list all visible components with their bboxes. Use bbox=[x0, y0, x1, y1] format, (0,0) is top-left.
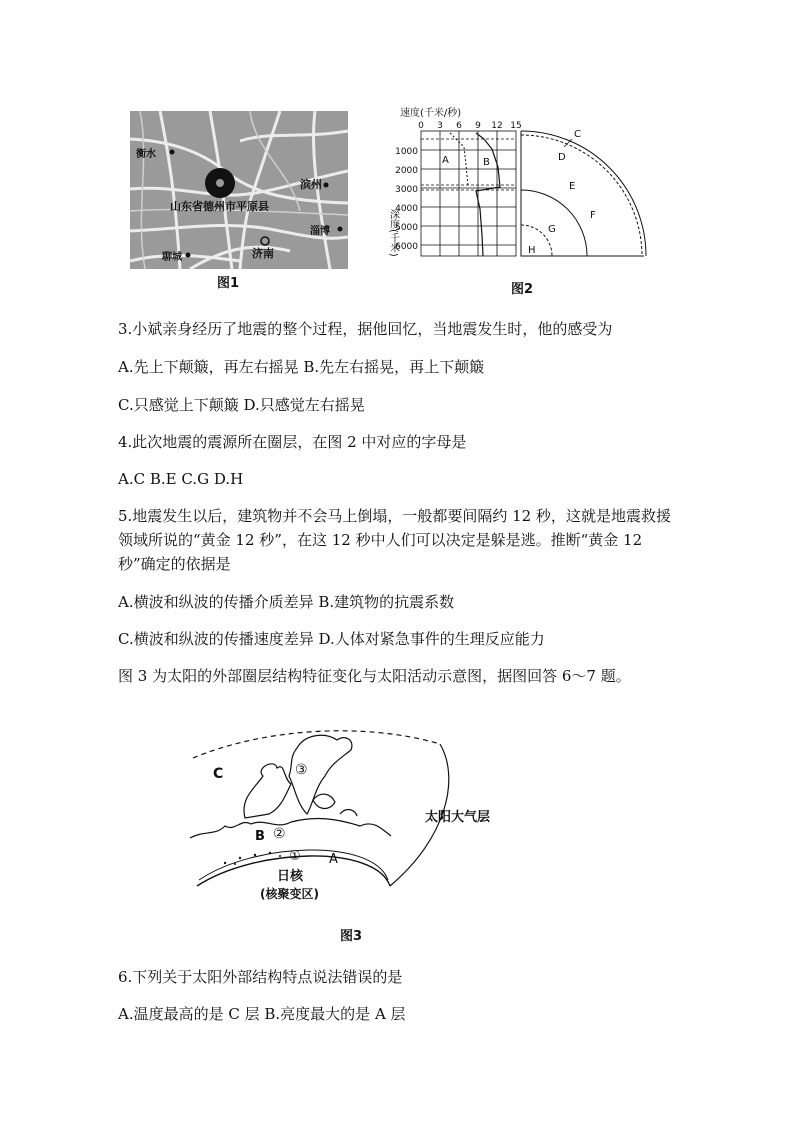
y-tick: 6000 bbox=[395, 242, 418, 252]
wave-b-curve bbox=[476, 133, 500, 256]
y-tick: 4000 bbox=[395, 204, 418, 214]
layer-c-label: C bbox=[574, 129, 581, 140]
question-5-options-cd: C.横波和纵波的传播速度差异 D.人体对紧急事件的生理反应能力 bbox=[118, 630, 545, 648]
label-hengshui: 衡水 bbox=[136, 149, 156, 160]
label-zibo: 淄博 bbox=[310, 226, 330, 237]
figure-1 bbox=[130, 111, 348, 269]
sun-core-sub-label: (核聚变区) bbox=[260, 887, 319, 901]
layer-a-label: A bbox=[329, 852, 338, 867]
question-6-stem: 6.下列关于太阳外部结构特点说法错误的是 bbox=[118, 968, 403, 986]
wave-b-label: B bbox=[483, 157, 490, 168]
layer-c-label: C bbox=[213, 766, 224, 782]
figure-3-intro: 图 3 为太阳的外部圈层结构特征变化与太阳活动示意图，据图回答 6～7 题。 bbox=[118, 667, 631, 685]
city-dot bbox=[324, 183, 329, 188]
question-4-options: A.C B.E C.G D.H bbox=[118, 470, 244, 488]
question-6-options-ab: A.温度最高的是 C 层 B.亮度最大的是 A 层 bbox=[118, 1005, 406, 1023]
map-figure-1 bbox=[130, 111, 348, 269]
label-jinan: 济南 bbox=[252, 247, 274, 260]
depth-axis-label: 深度(千米) bbox=[388, 209, 399, 257]
prominence-small bbox=[313, 794, 335, 808]
x-tick: 0 bbox=[418, 121, 424, 131]
label-liaocheng: 聊城 bbox=[162, 252, 182, 263]
sun-atmosphere-label: 太阳大气层 bbox=[425, 810, 491, 825]
prominence-left bbox=[244, 764, 291, 818]
depth-ticks bbox=[395, 147, 418, 252]
chromosphere-edge bbox=[190, 819, 391, 838]
sun-figure-3 bbox=[185, 718, 525, 918]
y-tick: 5000 bbox=[395, 223, 418, 233]
x-tick: 6 bbox=[456, 121, 462, 131]
figure-2-caption: 图2 bbox=[511, 282, 534, 297]
figure-2 bbox=[388, 105, 650, 285]
city-dot bbox=[170, 150, 175, 155]
figure-3 bbox=[185, 718, 525, 918]
marker-2: ② bbox=[273, 826, 286, 842]
question-3-options-ab: A.先上下颠簸，再左右摇晃 B.先左右摇晃，再上下颠簸 bbox=[118, 358, 485, 376]
seismic-figure-2 bbox=[388, 105, 650, 285]
corona-boundary bbox=[193, 731, 440, 758]
figure-1-caption: 图1 bbox=[217, 276, 240, 291]
speed-axis-label: 速度(千米/秒) bbox=[400, 108, 462, 119]
x-tick: 3 bbox=[437, 121, 443, 131]
marker-1: ① bbox=[289, 849, 301, 864]
question-3-options-cd: C.只感觉上下颠簸 D.只感觉左右摇晃 bbox=[118, 396, 365, 414]
sun-core-label: 日核 bbox=[277, 869, 304, 884]
layer-b-label: B bbox=[255, 829, 265, 844]
question-5-stem: 5.地震发生以后，建筑物并不会马上倒塌，一般都要间隔约 12 秒，这就是地震救援领域所说的“黄金 12 秒”，在这 12 秒中人们可以决定是躲是逃。推断“黄金 12 秒”确定的依据是 bbox=[118, 507, 671, 573]
x-tick: 12 bbox=[491, 121, 503, 131]
label-pingyuan: 山东省德州市平原县 bbox=[170, 200, 269, 213]
figure-3-caption: 图3 bbox=[340, 929, 363, 944]
layer-f-label: F bbox=[590, 210, 596, 221]
x-tick: 15 bbox=[510, 121, 522, 131]
marker-3: ③ bbox=[295, 762, 308, 778]
layer-d-label: D bbox=[558, 152, 566, 163]
layer-h-label: H bbox=[528, 245, 536, 256]
city-dot bbox=[186, 253, 191, 258]
y-tick: 1000 bbox=[395, 147, 418, 157]
label-binzhou: 滨州 bbox=[300, 178, 322, 191]
question-3-stem: 3.小斌亲身经历了地震的整个过程，据他回忆，当地震发生时，他的感受为 bbox=[118, 320, 613, 338]
x-tick: 9 bbox=[475, 121, 481, 131]
layer-e-label: E bbox=[569, 181, 576, 192]
y-tick: 3000 bbox=[395, 185, 418, 195]
layer-g-label: G bbox=[548, 224, 556, 235]
wave-a-label: A bbox=[442, 155, 449, 166]
city-dot bbox=[338, 227, 343, 232]
speed-ticks bbox=[418, 121, 522, 131]
earth-section bbox=[521, 131, 646, 256]
question-4-stem: 4.此次地震的震源所在圈层，在图 2 中对应的字母是 bbox=[118, 433, 467, 451]
speed-depth-grid bbox=[421, 131, 516, 256]
question-5-options-ab: A.横波和纵波的传播介质差异 B.建筑物的抗震系数 bbox=[118, 593, 455, 611]
y-tick: 2000 bbox=[395, 166, 418, 176]
